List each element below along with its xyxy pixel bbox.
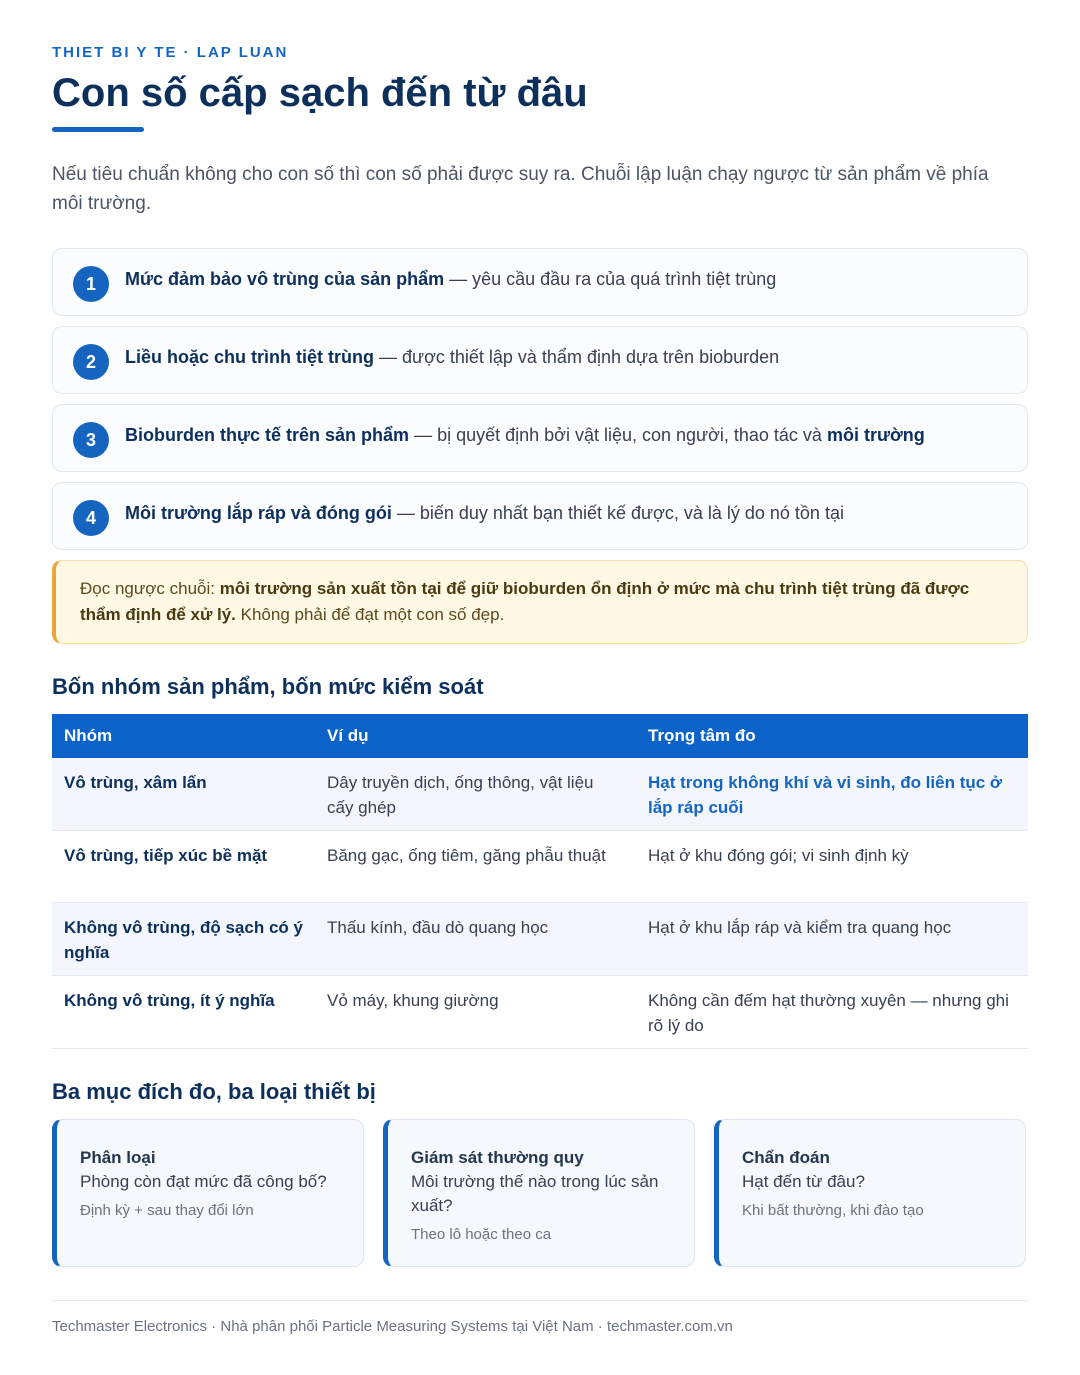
section-heading-table: Bốn nhóm sản phẩm, bốn mức kiểm soát [52,674,484,699]
chain-step [52,248,1028,316]
callout-note [52,560,1028,644]
callout-tail: Không phải để đạt một con số đẹp. [235,605,505,624]
cell-group: Vô trùng, xâm lấn [52,758,315,831]
step-number-badge: 2 [73,344,109,380]
cell-example: Vỏ máy, khung giường [315,976,636,1049]
step-text [125,266,776,292]
step-rest: — được thiết lập và thẩm định dựa trên bioburden [374,347,780,367]
title-underline [52,127,144,132]
step-number-badge: 4 [73,500,109,536]
table-row [52,831,1028,903]
card-title: Phân loại [80,1148,156,1167]
step-number-badge: 3 [73,422,109,458]
card-note: Theo lô hoặc theo ca [411,1226,552,1243]
callout-lead: Đọc ngược chuỗi: [80,579,220,598]
section-heading-cards: Ba mục đích đo, ba loại thiết bị [52,1079,376,1104]
reasoning-chain [52,248,1028,550]
cell-group: Vô trùng, tiếp xúc bề mặt [52,831,315,903]
footer-divider [52,1300,1028,1301]
step-text [125,500,844,526]
table-row [52,976,1028,1049]
cell-example: Dây truyền dịch, ống thông, vật liệu cấy ghép [315,758,636,831]
cell-example: Băng gạc, ống tiêm, găng phẫu thuật [315,831,636,903]
footer-text: Techmaster Electronics · Nhà phân phối Particle Measuring Systems tại Việt Nam · techmaster.com.vn [52,1318,733,1335]
card-title: Giám sát thường quy [411,1148,584,1167]
cell-focus: Hạt ở khu lắp ráp và kiểm tra quang học [636,903,1028,976]
cell-group: Không vô trùng, độ sạch có ý nghĩa [52,903,315,976]
step-rest: — yêu cầu đầu ra của quá trình tiệt trùng [444,269,777,289]
chain-step [52,404,1028,472]
cell-focus: Hạt trong không khí và vi sinh, đo liên tục ở lắp ráp cuối [636,758,1028,831]
column-header: Ví dụ [327,726,369,745]
step-tail-bold: môi trường [826,425,925,445]
step-rest: — bị quyết định bởi vật liệu, con người, thao tác và [409,425,827,445]
callout-bold: môi trường sản xuất tồn tại để giữ bioburden ổn định ở mức mà chu trình tiệt trùng đã được thẩm định để xử lý. [80,579,970,624]
card-note: Định kỳ + sau thay đổi lớn [80,1202,254,1219]
intro-paragraph: Nếu tiêu chuẩn không cho con số thì con số phải được suy ra. Chuỗi lập luận chạy ngược từ sản phẩm về phía môi trường. [52,164,989,214]
cell-focus: Không cần đếm hạt thường xuyên — nhưng ghi rõ lý do [636,976,1028,1049]
eyebrow: THIET BI Y TE · LAP LUAN [52,44,289,61]
cell-focus: Hạt ở khu đóng gói; vi sinh định kỳ [636,831,1028,903]
step-text [125,344,779,370]
cell-example: Thấu kính, đầu dò quang học [315,903,636,976]
card-question: Hạt đến từ đâu? [742,1172,865,1191]
product-groups-table [52,714,1028,1049]
step-rest: — biến duy nhất bạn thiết kế được, và là lý do nó tồn tại [391,503,844,523]
table-header-row [52,714,1028,758]
card-note: Khi bất thường, khi đào tạo [742,1202,924,1219]
purpose-card [714,1119,1026,1267]
chain-step [52,326,1028,394]
cell-group: Không vô trùng, ít ý nghĩa [52,976,315,1049]
step-bold: Bioburden thực tế trên sản phẩm [125,425,410,445]
step-bold: Môi trường lắp ráp và đóng gói [125,503,392,523]
card-question: Môi trường thế nào trong lúc sản xuất? [411,1172,659,1215]
step-number-badge: 1 [73,266,109,302]
page-title: Con số cấp sạch đến từ đâu [52,71,588,115]
step-bold: Liều hoặc chu trình tiệt trùng [125,347,374,367]
card-title: Chẩn đoán [742,1148,830,1167]
column-header: Trọng tâm đo [648,726,756,745]
purpose-card [383,1119,695,1267]
card-question: Phòng còn đạt mức đã công bố? [80,1172,327,1191]
purpose-card [52,1119,364,1267]
column-header: Nhóm [64,726,113,745]
step-bold: Mức đảm bảo vô trùng của sản phẩm [125,269,445,289]
step-text [125,422,925,448]
purpose-cards [52,1119,1028,1267]
table-row [52,758,1028,831]
chain-step [52,482,1028,550]
table-row [52,903,1028,976]
